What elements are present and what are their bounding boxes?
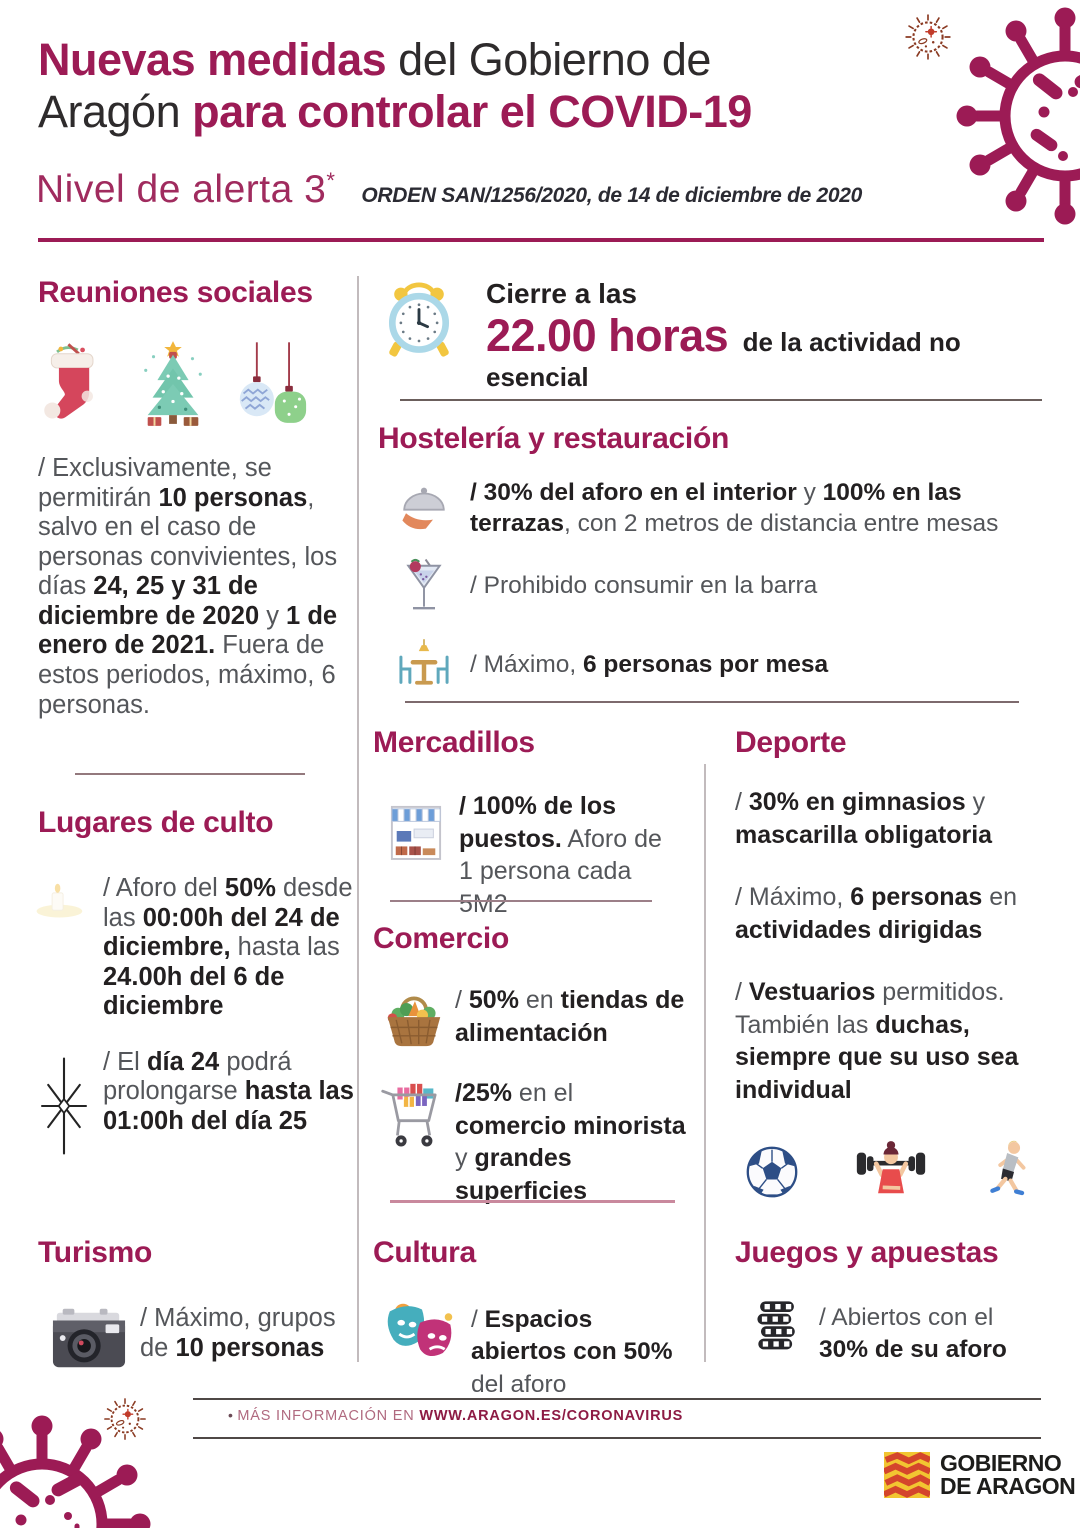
section-divider <box>390 900 652 902</box>
section-divider <box>390 1200 675 1203</box>
section-divider <box>400 399 1042 401</box>
footer-info <box>228 1407 683 1425</box>
section-title: Comercio <box>373 922 509 955</box>
table-chairs-icon <box>378 634 470 698</box>
virus-icon <box>945 0 1080 236</box>
item-text: / Aforo del 50% desde las 00:00h del 24 de diciembre, hasta las 24.00h del 6 de diciembre <box>103 874 353 1021</box>
star-sparkle-icon <box>25 1048 103 1158</box>
list-item <box>373 1077 695 1207</box>
food-tray-icon <box>378 478 470 536</box>
christmas-icons-row <box>40 332 340 428</box>
gobierno-de-aragon-logo <box>884 1452 1075 1499</box>
list-item <box>25 1048 357 1158</box>
header-divider <box>38 238 1044 242</box>
section-deporte <box>735 726 1053 1208</box>
section-divider <box>75 773 305 775</box>
list-item <box>373 984 695 1049</box>
aragon-flag-icon <box>884 1452 930 1498</box>
list-item <box>373 1296 693 1401</box>
section-divider <box>405 701 1019 703</box>
shopping-cart-icon <box>373 1077 455 1153</box>
section-cultura <box>373 1236 693 1401</box>
section-title: Hostelería y restauración <box>378 422 729 455</box>
section-title: Deporte <box>735 726 847 759</box>
cocktail-icon <box>378 550 470 624</box>
list-item <box>378 550 1040 624</box>
item-text: / 50% en tiendas de alimentación <box>455 986 685 1047</box>
list-item <box>378 478 1040 540</box>
closure-line-1: Cierre a las <box>486 278 637 309</box>
item-text: / Vestuarios permitidos. También las duchas, siempre que su uso sea individual <box>735 978 1019 1104</box>
section-title: Juegos y apuestas <box>735 1236 999 1269</box>
section-body: / Exclusivamente, se permitirán 10 personas, salvo en el caso de personas convivientes, los días 24, 25 y 31 de diciembre de 2020 y 1 de enero de 2021. Fuera de estos periodos, máximo, 6 personas. <box>38 454 338 719</box>
item-text: / 30% del aforo en el interior y 100% en las terrazas, con 2 metros de distancia entre mesas <box>470 479 999 537</box>
christmas-tree-icon <box>136 338 210 428</box>
theater-masks-icon <box>373 1296 471 1370</box>
header <box>38 34 898 138</box>
bullet: • <box>228 1407 233 1423</box>
alert-asterisk: * <box>326 168 336 193</box>
item-text: / Espacios abiertos con 50% del aforo <box>471 1306 673 1398</box>
list-item <box>378 634 1040 698</box>
closure-line-2: de la actividad no esencial <box>486 327 961 392</box>
camera-icon <box>38 1300 140 1370</box>
market-stall-icon <box>373 790 459 862</box>
logo-text: GOBIERNO DE ARAGON <box>940 1450 1076 1500</box>
footer-info-label: MÁS INFORMACIÓN EN <box>237 1408 420 1424</box>
section-title: Cultura <box>373 1236 476 1269</box>
section-title: Lugares de culto <box>38 806 274 839</box>
soccer-ball-icon <box>745 1145 799 1199</box>
list-item <box>735 1296 1040 1367</box>
section-title: Mercadillos <box>373 726 535 759</box>
poker-chips-icon <box>735 1296 819 1358</box>
item-text: / Máximo, 6 personas en actividades dirigidas <box>735 883 1018 944</box>
column-divider <box>704 764 706 1362</box>
footer-divider <box>193 1398 1041 1400</box>
item-text: / El día 24 podrá prolongarse hasta las 01:00h del día 25 <box>103 1047 354 1136</box>
item-text: /25% en el comercio minorista y grandes superficies <box>455 1079 686 1205</box>
item-text: / Abiertos con el 30% de su aforo <box>819 1304 1007 1364</box>
list-item <box>25 874 357 1022</box>
closure-text <box>486 278 1044 393</box>
page-title <box>38 34 898 138</box>
section-turismo <box>38 1236 348 1370</box>
closure-banner <box>378 278 1044 393</box>
weightlifter-icon <box>855 1137 927 1207</box>
section-comercio <box>373 922 695 1207</box>
footer-divider <box>193 1437 1041 1439</box>
footer-info-url: WWW.ARAGON.ES/CORONAVIRUS <box>419 1408 684 1424</box>
section-reuniones-sociales <box>38 276 340 720</box>
item-text: / Máximo, grupos de 10 personas <box>140 1304 336 1362</box>
order-reference: ORDEN SAN/1256/2020, de 14 de diciembre de 2020 <box>361 184 863 207</box>
item-text: / 30% en gimnasios y mascarilla obligatoria <box>735 788 993 849</box>
baubles-icon <box>236 340 308 428</box>
list-item <box>38 1300 348 1370</box>
virus-small-icon <box>102 1396 148 1442</box>
section-title: Turismo <box>38 1236 153 1269</box>
section-hosteleria <box>378 422 1040 698</box>
christmas-stocking-icon <box>40 340 110 428</box>
food-basket-icon <box>373 984 455 1048</box>
column-divider <box>357 276 359 1362</box>
title-line-2: Aragón para controlar el COVID-19 <box>38 86 752 138</box>
item-text: / Máximo, 6 personas por mesa <box>470 651 829 679</box>
section-title: Reuniones sociales <box>38 276 313 309</box>
item-text: / 100% de los puestos. Aforo de 1 persona cada 5M2 <box>459 792 662 918</box>
runner-icon <box>983 1136 1033 1208</box>
title-line-1: Nuevas medidas del Gobierno de <box>38 34 711 85</box>
alert-level: Nivel de alerta 3* <box>36 168 336 211</box>
candle-icon <box>25 874 103 924</box>
alert-row <box>36 168 936 212</box>
section-juegos-apuestas <box>735 1236 1040 1367</box>
sport-icons-row <box>735 1136 1053 1208</box>
virus-small-icon <box>903 12 953 62</box>
item-text: / Prohibido consumir en la barra <box>470 572 818 600</box>
section-mercadillos <box>373 726 685 920</box>
closure-time: 22.00 horas <box>486 310 729 361</box>
alarm-clock-icon <box>378 278 460 367</box>
section-lugares-de-culto <box>25 806 357 1158</box>
